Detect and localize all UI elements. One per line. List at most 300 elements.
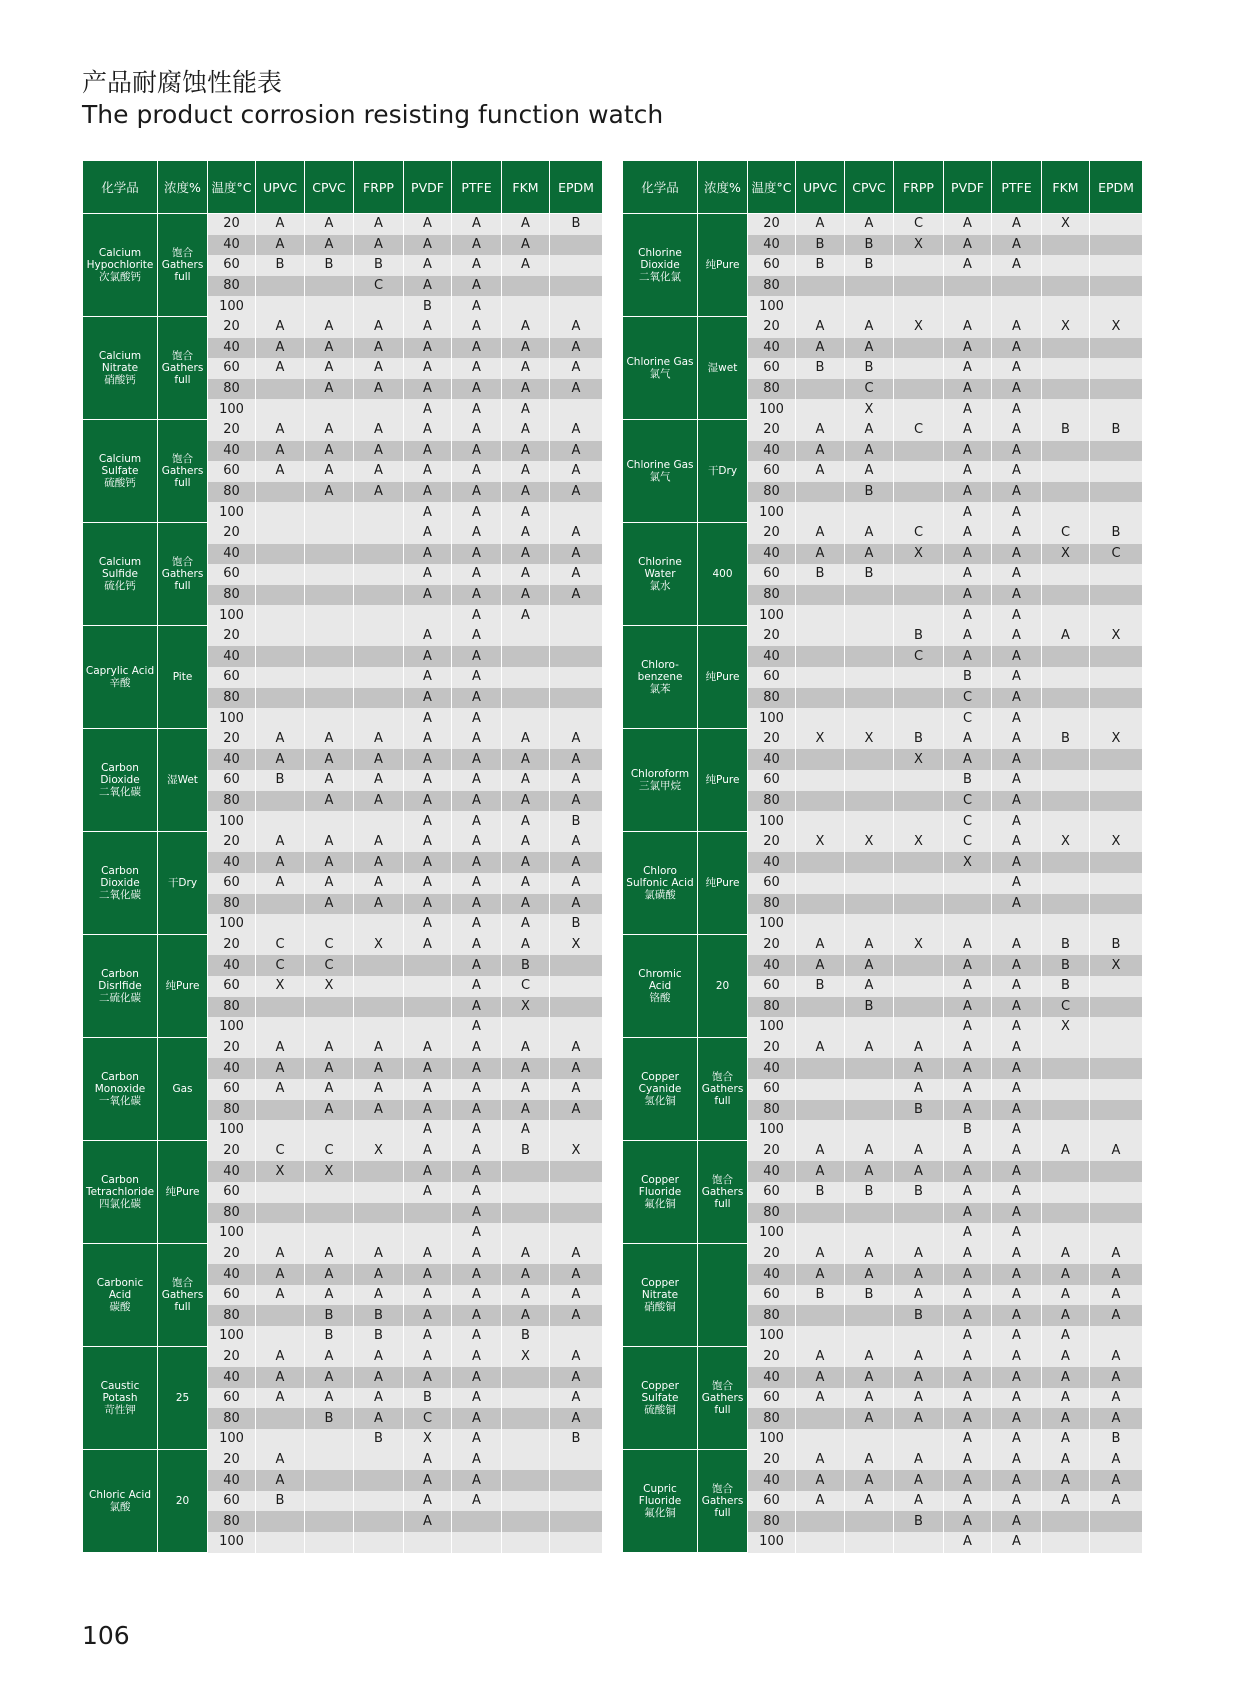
rating-cell	[992, 296, 1042, 317]
rating-cell	[305, 1470, 354, 1491]
rating-cell	[1090, 214, 1143, 235]
rating-cell: A	[305, 461, 354, 482]
rating-cell	[1042, 1223, 1090, 1244]
rating-cell	[796, 997, 845, 1018]
chemical-name-line: Sulfate	[641, 1392, 679, 1405]
rating-cell: B	[354, 1326, 404, 1347]
rating-cell	[1090, 379, 1143, 400]
rating-cell	[354, 605, 404, 626]
rating-cell	[550, 1450, 603, 1471]
chemical-name-line: 苛性钾	[104, 1404, 136, 1417]
rating-cell	[305, 399, 354, 420]
temperature-cell: 40	[748, 338, 796, 359]
rating-cell: A	[796, 461, 845, 482]
rating-cell: A	[452, 688, 502, 709]
table-row	[623, 729, 1143, 750]
rating-cell: A	[354, 894, 404, 915]
rating-cell	[305, 502, 354, 523]
rating-cell	[550, 1017, 603, 1038]
rating-cell	[894, 1532, 944, 1553]
rating-cell: A	[944, 482, 992, 503]
rating-cell: A	[256, 1450, 305, 1471]
concentration-line: 饱合	[172, 453, 193, 466]
rating-cell: A	[894, 1367, 944, 1388]
temperature-cell: 60	[208, 667, 256, 688]
concentration	[158, 935, 208, 1038]
rating-cell: X	[354, 1141, 404, 1162]
rating-cell: A	[404, 461, 452, 482]
rating-cell: A	[452, 1058, 502, 1079]
rating-cell	[1090, 1100, 1143, 1121]
rating-cell: A	[944, 1511, 992, 1532]
rating-cell: A	[404, 1511, 452, 1532]
rating-cell: A	[404, 1120, 452, 1141]
rating-cell	[894, 564, 944, 585]
rating-cell: A	[404, 1450, 452, 1471]
rating-cell: A	[354, 379, 404, 400]
concentration-line: full	[174, 1301, 191, 1314]
rating-cell: A	[404, 338, 452, 359]
rating-cell: B	[256, 255, 305, 276]
rating-cell	[354, 1120, 404, 1141]
rating-cell	[1090, 791, 1143, 812]
rating-cell	[894, 605, 944, 626]
rating-cell	[550, 688, 603, 709]
rating-cell: B	[305, 1305, 354, 1326]
rating-cell: A	[502, 461, 550, 482]
rating-cell	[354, 564, 404, 585]
rating-cell	[256, 791, 305, 812]
temperature-cell: 60	[208, 1491, 256, 1512]
concentration-line: full	[174, 477, 191, 490]
temperature-cell: 20	[748, 1038, 796, 1059]
chemical-name-line: 四氯化碳	[99, 1198, 141, 1211]
rating-cell: A	[354, 441, 404, 462]
table-row	[623, 1347, 1143, 1368]
rating-cell: A	[305, 1038, 354, 1059]
rating-cell: A	[452, 1120, 502, 1141]
rating-cell: A	[796, 1038, 845, 1059]
rating-cell: A	[452, 338, 502, 359]
rating-cell	[354, 708, 404, 729]
rating-cell: A	[944, 729, 992, 750]
concentration-line: full	[174, 271, 191, 284]
rating-cell	[550, 605, 603, 626]
rating-cell: A	[1042, 1450, 1090, 1471]
rating-cell: A	[404, 770, 452, 791]
rating-cell: B	[1042, 729, 1090, 750]
rating-cell: A	[502, 729, 550, 750]
temperature-cell: 100	[208, 399, 256, 420]
rating-cell: A	[502, 605, 550, 626]
rating-cell: A	[502, 502, 550, 523]
temperature-cell: 60	[748, 358, 796, 379]
rating-cell: A	[404, 544, 452, 565]
rating-cell: A	[1090, 1408, 1143, 1429]
chemical-name-line: Calcium	[98, 453, 142, 466]
rating-cell: A	[944, 420, 992, 441]
rating-cell	[354, 667, 404, 688]
rating-cell	[550, 1470, 603, 1491]
rating-cell: A	[845, 1470, 894, 1491]
temperature-cell: 60	[208, 461, 256, 482]
rating-cell: A	[796, 1470, 845, 1491]
temperature-cell: 40	[208, 544, 256, 565]
rating-cell	[944, 914, 992, 935]
rating-cell: A	[1042, 1326, 1090, 1347]
chemical-name-line: 二氧化氯	[639, 271, 681, 284]
concentration-line: 20	[715, 980, 730, 993]
rating-cell: A	[944, 1244, 992, 1265]
rating-cell: A	[550, 1285, 603, 1306]
rating-cell	[845, 1079, 894, 1100]
temperature-cell: 100	[748, 1223, 796, 1244]
rating-cell	[845, 852, 894, 873]
rating-cell: A	[894, 1058, 944, 1079]
rating-cell: A	[354, 461, 404, 482]
rating-cell	[1090, 1058, 1143, 1079]
page-title-chinese: 产品耐腐蚀性能表	[82, 68, 283, 97]
rating-cell: A	[944, 1305, 992, 1326]
rating-cell	[1042, 1079, 1090, 1100]
chemical-name-line: 硫化钙	[104, 580, 136, 593]
rating-cell: B	[1042, 976, 1090, 997]
rating-cell: A	[502, 564, 550, 585]
rating-cell	[894, 1120, 944, 1141]
table-row	[83, 214, 603, 235]
rating-cell: A	[944, 1223, 992, 1244]
rating-cell: B	[502, 1326, 550, 1347]
rating-cell: A	[845, 420, 894, 441]
table-row	[623, 626, 1143, 647]
rating-cell	[256, 1120, 305, 1141]
chemical-name-line: Acid	[108, 1289, 132, 1302]
rating-cell: A	[404, 914, 452, 935]
rating-cell: A	[404, 873, 452, 894]
rating-cell	[502, 1388, 550, 1409]
rating-cell	[845, 791, 894, 812]
rating-cell: B	[1090, 1429, 1143, 1450]
chemical-name-line: Carbon	[101, 1174, 139, 1187]
temperature-cell: 60	[208, 358, 256, 379]
concentration	[698, 1141, 748, 1244]
concentration-line: 20	[175, 1495, 190, 1508]
rating-cell: A	[845, 441, 894, 462]
rating-cell: A	[992, 1203, 1042, 1224]
rating-cell: A	[452, 811, 502, 832]
rating-cell: C	[894, 214, 944, 235]
rating-cell: A	[404, 1100, 452, 1121]
rating-cell	[1090, 255, 1143, 276]
rating-cell: C	[845, 379, 894, 400]
rating-cell	[354, 997, 404, 1018]
concentration-line: 纯Pure	[165, 980, 200, 993]
concentration	[158, 1038, 208, 1141]
rating-cell: A	[550, 1388, 603, 1409]
rating-cell	[845, 667, 894, 688]
rating-cell: A	[992, 255, 1042, 276]
chemical-name	[83, 1244, 158, 1347]
rating-cell: A	[256, 1038, 305, 1059]
rating-cell: A	[894, 1408, 944, 1429]
concentration	[158, 1347, 208, 1450]
rating-cell: A	[1042, 1264, 1090, 1285]
rating-cell	[354, 1470, 404, 1491]
rating-cell: A	[404, 379, 452, 400]
rating-cell: X	[894, 317, 944, 338]
rating-cell: A	[404, 688, 452, 709]
rating-cell: A	[944, 997, 992, 1018]
rating-cell: A	[550, 1408, 603, 1429]
rating-cell: A	[452, 379, 502, 400]
concentration-line: full	[714, 1404, 731, 1417]
rating-cell	[354, 976, 404, 997]
rating-cell	[354, 1203, 404, 1224]
concentration-line: Gathers	[701, 1392, 744, 1405]
rating-cell: A	[944, 1038, 992, 1059]
table-row	[623, 1244, 1143, 1265]
rating-cell: A	[305, 1079, 354, 1100]
rating-cell	[256, 523, 305, 544]
chemical-name	[623, 935, 698, 1038]
rating-cell: A	[1090, 1450, 1143, 1471]
rating-cell: B	[845, 358, 894, 379]
rating-cell: A	[452, 1244, 502, 1265]
concentration-line: 湿wet	[707, 362, 738, 375]
rating-cell: A	[404, 1038, 452, 1059]
rating-cell	[796, 1429, 845, 1450]
rating-cell: A	[354, 832, 404, 853]
temperature-cell: 40	[208, 852, 256, 873]
rating-cell	[845, 873, 894, 894]
rating-cell: A	[404, 646, 452, 667]
rating-cell: A	[944, 235, 992, 256]
rating-cell	[845, 1326, 894, 1347]
rating-cell: A	[944, 1079, 992, 1100]
rating-cell: A	[1042, 1285, 1090, 1306]
rating-cell: A	[404, 317, 452, 338]
rating-cell: A	[452, 214, 502, 235]
rating-cell: A	[992, 1182, 1042, 1203]
rating-cell: A	[354, 791, 404, 812]
rating-cell: A	[502, 399, 550, 420]
concentration	[698, 626, 748, 729]
rating-cell: X	[305, 976, 354, 997]
temperature-cell: 20	[208, 1038, 256, 1059]
table-row	[83, 523, 603, 544]
rating-cell	[550, 1491, 603, 1512]
rating-cell: A	[992, 1079, 1042, 1100]
rating-cell: A	[502, 1100, 550, 1121]
rating-cell	[845, 502, 894, 523]
rating-cell: A	[944, 399, 992, 420]
rating-cell: A	[944, 585, 992, 606]
rating-cell: A	[404, 1058, 452, 1079]
rating-cell: A	[452, 482, 502, 503]
rating-cell: A	[502, 1285, 550, 1306]
rating-cell	[502, 1161, 550, 1182]
rating-cell: A	[992, 832, 1042, 853]
rating-cell: A	[305, 1100, 354, 1121]
chemical-name-line: Chlorine Gas	[626, 459, 694, 472]
rating-cell: A	[1090, 1367, 1143, 1388]
rating-cell: A	[256, 852, 305, 873]
temperature-cell: 80	[748, 1511, 796, 1532]
rating-cell	[256, 894, 305, 915]
rating-cell: A	[944, 1326, 992, 1347]
rating-cell: A	[845, 317, 894, 338]
rating-cell: A	[404, 255, 452, 276]
rating-cell: A	[305, 1058, 354, 1079]
concentration	[698, 1244, 748, 1347]
rating-cell	[354, 1017, 404, 1038]
rating-cell: A	[452, 1017, 502, 1038]
rating-cell	[354, 811, 404, 832]
rating-cell: A	[944, 1429, 992, 1450]
rating-cell: A	[550, 852, 603, 873]
rating-cell: A	[796, 317, 845, 338]
rating-cell: X	[1042, 544, 1090, 565]
rating-cell: A	[256, 1079, 305, 1100]
rating-cell: A	[796, 1244, 845, 1265]
rating-cell	[404, 1017, 452, 1038]
rating-cell: A	[1090, 1491, 1143, 1512]
rating-cell: X	[1090, 626, 1143, 647]
chemical-name-line: 氯酸	[109, 1501, 131, 1514]
rating-cell: A	[944, 1017, 992, 1038]
col-header-cpvc: CPVC	[845, 161, 894, 214]
rating-cell: B	[796, 1182, 845, 1203]
rating-cell: A	[796, 1264, 845, 1285]
temperature-cell: 80	[748, 1203, 796, 1224]
rating-cell: A	[550, 338, 603, 359]
rating-cell: A	[256, 338, 305, 359]
rating-cell: A	[796, 1141, 845, 1162]
rating-cell: A	[992, 379, 1042, 400]
chemical-name	[623, 1038, 698, 1141]
rating-cell	[845, 1305, 894, 1326]
rating-cell: A	[992, 441, 1042, 462]
chemical-name	[83, 1347, 158, 1450]
col-header-upvc: UPVC	[796, 161, 845, 214]
rating-cell: A	[502, 1038, 550, 1059]
rating-cell	[1090, 441, 1143, 462]
chemical-name-line: Cyanide	[638, 1083, 682, 1096]
rating-cell	[354, 646, 404, 667]
rating-cell: A	[452, 1347, 502, 1368]
rating-cell: C	[1090, 544, 1143, 565]
rating-cell: A	[502, 214, 550, 235]
rating-cell: A	[550, 544, 603, 565]
rating-cell: X	[256, 976, 305, 997]
rating-cell	[1090, 399, 1143, 420]
chemical-name-line: Nitrate	[101, 362, 139, 375]
concentration-line: full	[174, 580, 191, 593]
temperature-cell: 100	[208, 1223, 256, 1244]
chemical-name	[83, 317, 158, 420]
rating-cell: A	[256, 461, 305, 482]
table-row	[83, 420, 603, 441]
rating-cell: A	[305, 1285, 354, 1306]
chemical-name-line: Chloro-	[641, 659, 679, 672]
rating-cell: A	[550, 749, 603, 770]
rating-cell: B	[894, 1511, 944, 1532]
rating-cell	[796, 852, 845, 873]
rating-cell: A	[944, 1161, 992, 1182]
rating-cell: B	[796, 235, 845, 256]
rating-cell	[1042, 749, 1090, 770]
chemical-name-line: 辛酸	[109, 677, 131, 690]
concentration-line: 纯Pure	[165, 1186, 200, 1199]
col-header-frpp: FRPP	[894, 161, 944, 214]
temperature-cell: 100	[208, 811, 256, 832]
rating-cell: A	[354, 1264, 404, 1285]
rating-cell: A	[992, 955, 1042, 976]
rating-cell	[796, 791, 845, 812]
rating-cell	[354, 1182, 404, 1203]
rating-cell	[1090, 811, 1143, 832]
rating-cell: A	[404, 1491, 452, 1512]
concentration-line: 饱合	[712, 1380, 733, 1393]
rating-cell	[796, 605, 845, 626]
rating-cell	[1090, 1038, 1143, 1059]
rating-cell	[404, 1532, 452, 1553]
rating-cell	[550, 502, 603, 523]
rating-cell: A	[452, 749, 502, 770]
rating-cell: A	[404, 1079, 452, 1100]
rating-cell: A	[992, 1038, 1042, 1059]
rating-cell	[1090, 296, 1143, 317]
rating-cell: A	[256, 1264, 305, 1285]
rating-cell: A	[305, 1367, 354, 1388]
rating-cell: A	[992, 461, 1042, 482]
temperature-cell: 60	[208, 564, 256, 585]
rating-cell	[1090, 914, 1143, 935]
rating-cell: A	[550, 379, 603, 400]
rating-cell: A	[404, 791, 452, 812]
rating-cell	[452, 1532, 502, 1553]
temperature-cell: 40	[208, 955, 256, 976]
rating-cell: A	[256, 729, 305, 750]
temperature-cell: 20	[208, 317, 256, 338]
rating-cell	[992, 276, 1042, 297]
rating-cell	[796, 894, 845, 915]
chemical-name-line: Sulfonic Acid	[626, 877, 694, 890]
chemical-name-line: 硫酸钙	[104, 477, 136, 490]
rating-cell: A	[502, 894, 550, 915]
chemical-name-line: 氯气	[649, 471, 671, 484]
rating-cell: A	[354, 482, 404, 503]
rating-cell	[1042, 605, 1090, 626]
rating-cell: A	[404, 749, 452, 770]
rating-cell: A	[992, 235, 1042, 256]
chemical-name-line: Dioxide	[100, 877, 140, 890]
rating-cell	[354, 1532, 404, 1553]
rating-cell: A	[404, 214, 452, 235]
rating-cell: A	[550, 564, 603, 585]
rating-cell: A	[256, 317, 305, 338]
rating-cell: X	[894, 935, 944, 956]
rating-cell: A	[404, 1326, 452, 1347]
rating-cell: B	[354, 255, 404, 276]
rating-cell: A	[305, 852, 354, 873]
rating-cell	[354, 1223, 404, 1244]
rating-cell: A	[894, 1347, 944, 1368]
rating-cell: A	[404, 708, 452, 729]
rating-cell: A	[992, 729, 1042, 750]
rating-cell: A	[550, 523, 603, 544]
temperature-cell: 60	[748, 1079, 796, 1100]
